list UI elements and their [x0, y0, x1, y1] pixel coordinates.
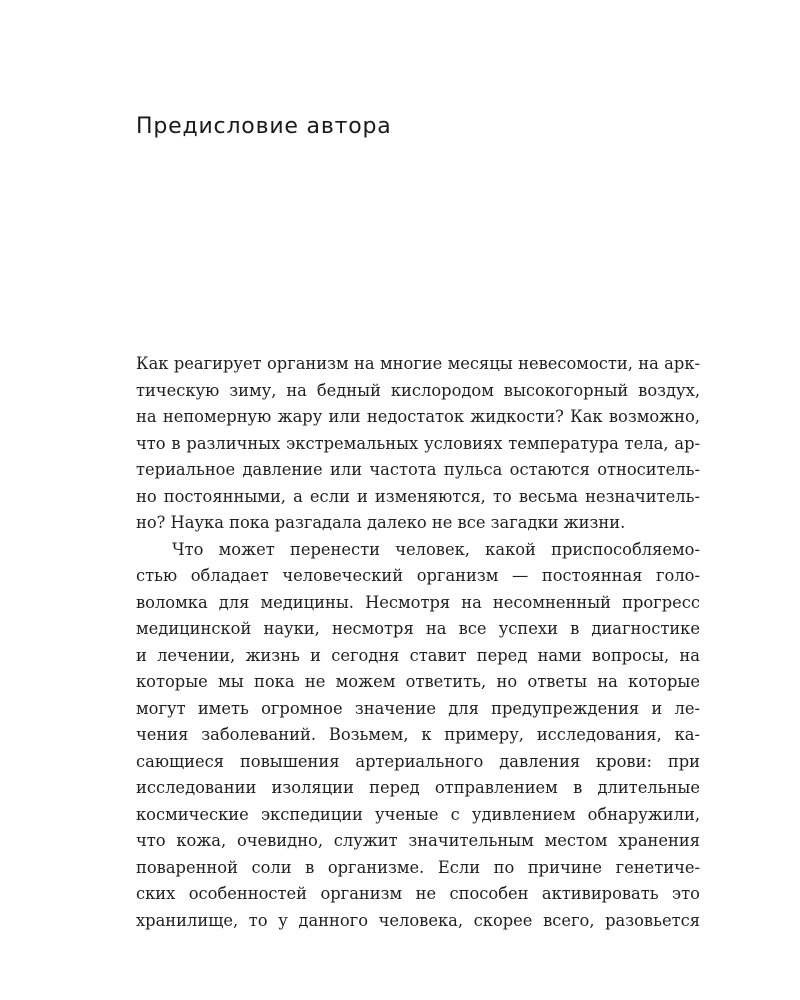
text-line: могут иметь огромное значение для предупреждения и ле-	[136, 698, 700, 718]
text-line: поваренной соли в организме. Если по причине генетиче-	[136, 857, 700, 877]
text-line: медицинской науки, несмотря на все успехи в диагностике	[136, 619, 700, 638]
text-line: чения заболеваний. Возьмем, к примеру, исследования, ка-	[136, 725, 700, 744]
text-line: что кожа, очевидно, служит значительным местом хранения	[136, 831, 700, 850]
paragraph-2	[136, 537, 700, 935]
text-line: на непомерную жару или недостаток жидкости? Как возможно,	[136, 407, 700, 426]
text-line: воломка для медицины. Несмотря на несомненный прогресс	[136, 592, 700, 612]
text-line: Что может перенести человек, какой приспособляемо-	[172, 539, 700, 559]
text-line: но? Наука пока разгадала далеко не все загадки жизни.	[136, 513, 626, 532]
text-line: териальное давление или частота пульса остаются относитель-	[136, 460, 700, 479]
page-title: Предисловие автора	[136, 114, 392, 139]
text-line: космические экспедиции ученые с удивлением обнаружили,	[136, 804, 700, 824]
text-line: хранилище, то у данного человека, скорее всего, разовьется	[136, 910, 700, 930]
text-line: стью обладает человеческий организм — постоянная голо-	[136, 566, 700, 585]
text-line: Как реагирует организм на многие месяцы невесомости, на арк-	[136, 354, 700, 373]
body-text	[136, 351, 700, 934]
text-line: которые мы пока не можем ответить, но ответы на которые	[136, 672, 700, 691]
text-line: тическую зиму, на бедный кислородом высокогорный воздух,	[136, 380, 700, 400]
text-line: что в различных экстремальных условиях температура тела, ар-	[136, 433, 700, 453]
text-line: сающиеся повышения артериального давления крови: при	[136, 751, 700, 771]
paragraph-1	[136, 351, 700, 537]
text-line: исследовании изоляции перед отправлением в длительные	[136, 778, 700, 797]
text-line: но постоянными, а если и изменяются, то весьма незначитель-	[136, 486, 700, 506]
text-line: и лечении, жизнь и сегодня ставит перед нами вопросы, на	[136, 645, 700, 665]
text-line: ских особенностей организм не способен активировать это	[136, 884, 700, 903]
